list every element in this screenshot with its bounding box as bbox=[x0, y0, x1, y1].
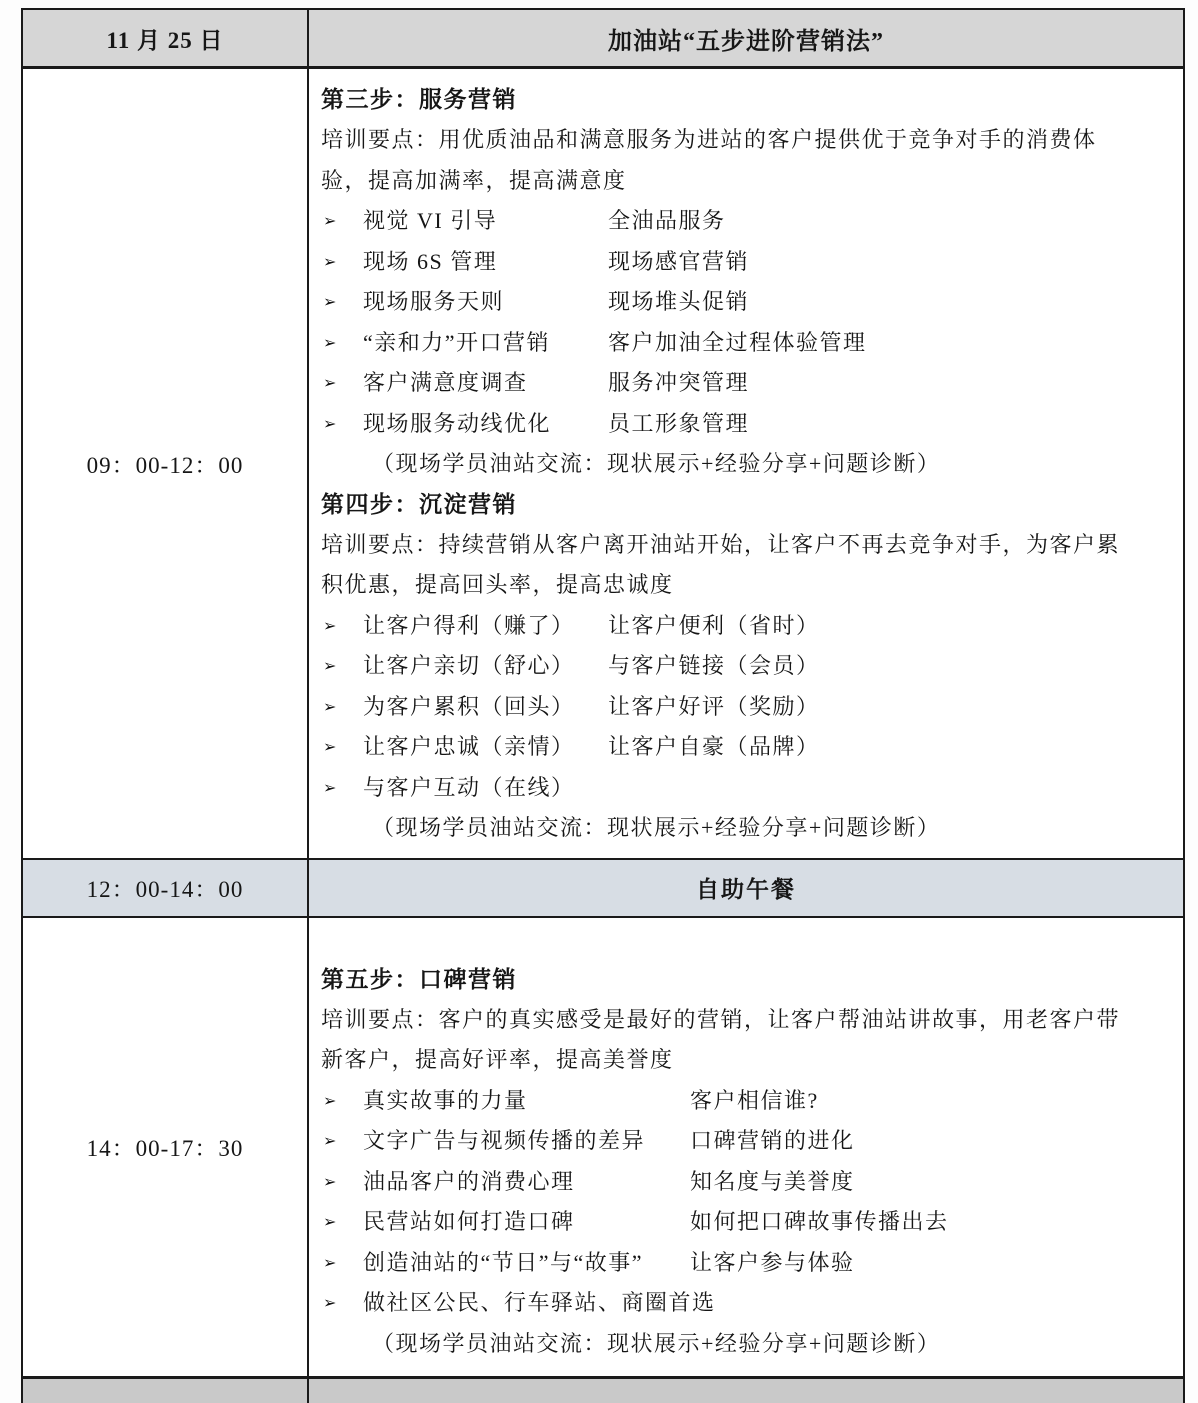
arrow-bullet-icon: ➢ bbox=[323, 1171, 337, 1191]
next-row-preview bbox=[23, 1379, 1183, 1403]
bullet-left: 民营站如何打造口碑 bbox=[363, 1209, 575, 1234]
session-row-afternoon bbox=[23, 918, 1183, 1380]
block-step5 bbox=[321, 960, 1153, 1365]
bullet-left: “亲和力”开口营销 bbox=[363, 329, 551, 355]
header-title-cell bbox=[309, 10, 1183, 66]
arrow-bullet-icon: ➢ bbox=[323, 332, 337, 352]
session-note: （现场学员油站交流：现状展示+经验分享+问题诊断） bbox=[372, 1330, 941, 1356]
arrow-bullet-icon: ➢ bbox=[323, 1090, 337, 1110]
bullet-right: 客户相信谁? bbox=[690, 1087, 819, 1113]
bullet-left: 客户满意度调查 bbox=[363, 370, 528, 395]
bullet-left: 让客户亲切（舒心） bbox=[363, 653, 575, 678]
bullet-left: 做社区公民、行车驿站、商圈首选 bbox=[363, 1290, 716, 1315]
bullet-right: 现场堆头促销 bbox=[608, 289, 750, 314]
bullet-item bbox=[321, 1283, 1153, 1324]
block-title: 第三步：服务营销 bbox=[321, 87, 517, 112]
bullet-item bbox=[321, 282, 1153, 323]
bullet-item bbox=[321, 1162, 1153, 1203]
arrow-bullet-icon: ➢ bbox=[323, 1252, 337, 1272]
bullet-item bbox=[321, 201, 1153, 242]
arrow-bullet-icon: ➢ bbox=[323, 696, 337, 716]
bullet-left: 现场服务天则 bbox=[363, 289, 505, 314]
arrow-bullet-icon: ➢ bbox=[323, 292, 337, 311]
next-row-time-cell bbox=[23, 1379, 309, 1403]
bullet-left: 创造油站的“节日”与“故事” bbox=[363, 1249, 644, 1275]
block-step4 bbox=[321, 485, 1153, 849]
bullet-item bbox=[321, 1202, 1153, 1243]
bullet-right: 口碑营销的进化 bbox=[690, 1128, 855, 1153]
arrow-bullet-icon: ➢ bbox=[323, 656, 337, 675]
bullet-left: 为客户累积（回头） bbox=[363, 693, 575, 719]
bullet-item bbox=[321, 242, 1153, 283]
bullet-item bbox=[321, 404, 1153, 445]
arrow-bullet-icon: ➢ bbox=[323, 1293, 337, 1312]
bullet-item bbox=[321, 1081, 1153, 1122]
arrow-bullet-icon: ➢ bbox=[323, 373, 337, 392]
schedule-table bbox=[21, 8, 1185, 1403]
next-row-content-cell bbox=[309, 1379, 1183, 1403]
arrow-bullet-icon: ➢ bbox=[323, 211, 337, 230]
bullet-right: 服务冲突管理 bbox=[608, 370, 750, 395]
time-label: 09：00-12：00 bbox=[86, 452, 244, 478]
bullet-left: 与客户互动（在线） bbox=[363, 774, 575, 800]
arrow-bullet-icon: ➢ bbox=[323, 251, 337, 271]
session-note: （现场学员油站交流：现状展示+经验分享+问题诊断） bbox=[372, 451, 941, 476]
time-cell-lunch bbox=[23, 860, 309, 916]
bullet-right: 让客户好评（奖励） bbox=[608, 693, 820, 719]
training-points: 培训要点：客户的真实感受是最好的营销，让客户帮油站讲故事，用老客户带新客户，提高好评率，提高美誉度 bbox=[321, 1006, 1121, 1072]
bullet-item bbox=[321, 768, 1153, 809]
bullet-right: 如何把口碑故事传播出去 bbox=[690, 1209, 949, 1234]
training-points: 培训要点：用优质油品和满意服务为进站的客户提供优于竞争对手的消费体验，提高加满率，提高满意度 bbox=[321, 127, 1097, 193]
bullet-item bbox=[321, 687, 1153, 728]
session-row-morning bbox=[23, 69, 1183, 860]
arrow-bullet-icon: ➢ bbox=[323, 1212, 337, 1231]
bullet-item bbox=[321, 646, 1153, 687]
arrow-bullet-icon: ➢ bbox=[323, 615, 337, 635]
bullet-left: 让客户得利（赚了） bbox=[363, 612, 575, 638]
block-step3 bbox=[321, 80, 1153, 485]
bullet-right: 客户加油全过程体验管理 bbox=[608, 329, 867, 355]
bullet-item bbox=[321, 606, 1153, 647]
bullet-left: 油品客户的消费心理 bbox=[363, 1168, 575, 1194]
bullet-item bbox=[321, 323, 1153, 364]
bullet-item bbox=[321, 1243, 1153, 1284]
time-cell-afternoon bbox=[23, 918, 309, 1377]
bullet-right: 全油品服务 bbox=[608, 208, 726, 233]
lunch-cell bbox=[309, 860, 1183, 916]
session-note: （现场学员油站交流：现状展示+经验分享+问题诊断） bbox=[372, 815, 941, 840]
bullet-right: 与客户链接（会员） bbox=[608, 653, 820, 678]
bullet-right: 知名度与美誉度 bbox=[690, 1168, 855, 1194]
arrow-bullet-icon: ➢ bbox=[323, 737, 337, 756]
header-date: 11 月 25 日 bbox=[106, 27, 224, 53]
bullet-right: 员工形象管理 bbox=[608, 410, 750, 436]
content-cell-afternoon bbox=[309, 918, 1183, 1377]
header-title: 加油站“五步进阶营销法” bbox=[608, 28, 884, 55]
bullet-item bbox=[321, 363, 1153, 404]
time-cell-morning bbox=[23, 69, 309, 858]
bullet-left: 让客户忠诚（亲情） bbox=[363, 734, 575, 759]
bullet-left: 文字广告与视频传播的差异 bbox=[363, 1128, 646, 1153]
bullet-right: 让客户参与体验 bbox=[690, 1249, 855, 1275]
bullet-right: 让客户自豪（品牌） bbox=[608, 734, 820, 759]
block-title: 第五步：口碑营销 bbox=[321, 966, 517, 992]
bullet-right: 现场感官营销 bbox=[608, 248, 750, 274]
time-label: 12：00-14：00 bbox=[86, 877, 244, 902]
header-date-cell bbox=[23, 10, 309, 66]
bullet-right: 让客户便利（省时） bbox=[608, 612, 820, 638]
bullet-left: 视觉 VI 引导 bbox=[363, 208, 498, 233]
bullet-left: 现场 6S 管理 bbox=[363, 248, 498, 274]
table-header-row bbox=[23, 10, 1183, 69]
bullet-item bbox=[321, 1121, 1153, 1162]
arrow-bullet-icon: ➢ bbox=[323, 413, 337, 433]
bullet-item bbox=[321, 727, 1153, 768]
time-label: 14：00-17：30 bbox=[86, 1136, 244, 1162]
content-cell-morning bbox=[309, 69, 1183, 858]
bullet-left: 现场服务动线优化 bbox=[363, 410, 552, 436]
lunch-label: 自助午餐 bbox=[696, 877, 796, 902]
arrow-bullet-icon: ➢ bbox=[323, 777, 337, 797]
block-title: 第四步：沉淀营销 bbox=[321, 491, 517, 517]
bullet-left: 真实故事的力量 bbox=[363, 1087, 528, 1113]
training-points: 培训要点：持续营销从客户离开油站开始，让客户不再去竞争对手，为客户累积优惠，提高回头率，提高忠诚度 bbox=[321, 531, 1121, 597]
lunch-row bbox=[23, 860, 1183, 918]
arrow-bullet-icon: ➢ bbox=[323, 1131, 337, 1150]
